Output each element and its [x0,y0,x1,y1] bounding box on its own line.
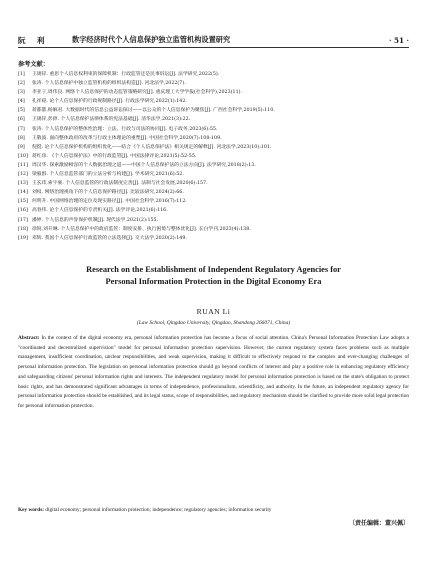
english-keywords [18,506,409,516]
reference-text: 高春伟. 论个人信息保护的专责机关[J]. 法学评论,2021(6):116. [32,208,168,214]
reference-item [18,170,409,179]
reference-item [18,125,409,134]
english-title-line-1: Research on the Establishment of Independent Regulatory Agencies for [86,265,341,274]
reference-item [18,115,409,124]
reference-item [18,88,409,97]
reference-item [18,225,409,234]
reference-item [18,79,409,88]
reference-text: 孔祥稳. 论个人信息保护的行政规制路径[J]. 行政法学研究,2022(1):142. [32,99,187,105]
reference-item [18,188,409,197]
responsible-editor: 〔责任编辑：董兴佩〕 [348,520,409,527]
reference-number: [4] [18,99,25,105]
reference-number: [9] [18,144,25,150]
reference-text: 王锡锌,彭錞. 个人信息保护法律体系的宪法基础[J]. 清华法学,2021(3):22. [32,117,191,123]
reference-number: [2] [18,81,25,87]
reference-text: 刘权. 网络治理视角下的个人信息保护路径[J]. 比较法研究,2024(2):66. [32,190,184,196]
reference-number: [8] [18,135,25,141]
header-author: 阮 利 [18,35,47,45]
header-running-title: 数字经济时代个人信息保护独立监管机构设置研究 [72,35,231,44]
reference-text: 王敬波. 面向整体政府的改革与行政主体理论的重塑[J]. 中国社会科学,2020(7):108-109. [32,135,222,141]
reference-text: 徐锐,刘开琳. 个人信息保护中的政府监管：制度安排、执行困境与整体优化[J]. 长白学刊,2023(4):138. [32,226,251,232]
references-heading: 参考文献： [18,61,49,68]
reference-text: 张涛. 个人信息保护的整体性治理：立法、行政与司法的协同[J]. 电子政务,2023(6):55. [32,126,218,132]
reference-text: 周汉华. 探索激励相容的个人数据治理之道——中国个人信息保护法的立法方向[J]. 法学研究,2018(2):13. [32,162,256,168]
reference-item [18,234,409,243]
reference-number: [7] [18,126,25,132]
reference-text: 梁毅群. 个人信息监管部门的立法分析与构建[J]. 学术研究,2021(6):52. [32,172,184,178]
reference-number: [5] [18,108,25,114]
reference-number: [19] [18,235,28,241]
reference-item [18,206,409,215]
reference-text: 蒋红珍. 《个人信息保护法》中的行政监管[J]. 中国法律评论,2021(5):52-55. [32,153,197,159]
reference-number: [10] [18,153,28,159]
keywords-label: Key words: [18,507,45,513]
reference-text: 何明升. 中国网络治理的定位及现实路径[J]. 中国社会科学,2016(7):112. [32,199,187,205]
reference-number: [12] [18,172,28,178]
english-abstract [18,334,409,412]
reference-text: 王锡锌. 重思个人信息权利束的保障机制：行政监管还是民事诉讼[J]. 法学研究,2022(5). [32,72,220,77]
reference-number: [1] [18,72,25,77]
reference-item [18,152,409,161]
reference-number: [18] [18,226,28,232]
reference-text: 潘婷. 个人信息的声誉保护机制[J]. 现代法学,2021(2):155. [32,217,159,223]
reference-item [18,161,409,170]
abstract-label: Abstract: [18,335,40,341]
running-header [18,33,409,48]
reference-number: [6] [18,117,25,123]
page-number: · 51 · [388,35,409,45]
reference-number: [16] [18,208,28,214]
reference-number: [11] [18,162,28,168]
reference-item [18,106,409,115]
english-affiliation: (Law School, Qingdao University, Qingdao, Shandong 266071, China) [136,320,291,326]
reference-number: [17] [18,217,28,223]
reference-text: 倪挺. 论个人信息保护机构的组织优化——结合《个人信息保护法》相关规定的解释[J]. 河北法学,2023(10):101. [32,144,272,150]
english-title-line-2: Personal Information Protection in the Digital Economy Era [105,277,322,286]
reference-item [18,179,409,188]
reference-item [18,97,409,106]
english-author: RUAN Li [196,307,231,316]
reference-text: 张涛. 个人信息保护中独立监管机构的组织法构造[J]. 河北法学,2022(7). [32,81,186,87]
reference-item [18,216,409,225]
english-title [18,264,409,288]
reference-number: [13] [18,181,28,187]
keywords-text: digital economy; personal information protection; independence; regulatory agencies; information security [45,507,272,513]
reference-text: 邓辉. 我国个人信息保护行政监管的立法选择[J]. 交大法学,2020(2):149. [32,235,187,241]
reference-item [18,134,409,143]
reference-text: 李亚子,周伟良. 网络个人信息保护的动态监管策略研究[J]. 重庆理工大学学报(社会科学),2023(11). [32,90,243,96]
references-list [18,70,409,243]
reference-item [18,70,409,79]
reference-number: [3] [18,90,25,96]
reference-item [18,143,409,152]
abstract-text: In the context of the digital economy era, personal information protection has become a focus of social attention. China's Personal Information Protection Law adopts a "coordinated and decentralized supervision" model for personal information protection supervision. However, the current regulatory system faces problems such as multiple management, insufficient coordination, unclear responsibilities, and weak supervision, making it difficult to effectively respond to the complex and ever-changing challenges of personal information protection. The legislation on personal information protection should go beyond conflicts of interest and play a positive role in enhancing regulatory efficiency and safeguarding citizens' personal information rights and interests. The independent regulatory model for personal information protection is based on the state's obligation to protect basic rights, and has demonstrated significant advantages in terms of independence, professionalism, scientificity, and authority. In the future, an independent regulatory agency for personal information protection should be established, and its legal status, scope of responsibilities, and regulatory mechanism should be clarified to provide more solid legal protection for personal information protection. [18,335,409,409]
reference-number: [15] [18,199,28,205]
reference-text: 王玄玮,索宇豪. 个人信息监管的行政法制度完善[J]. 法制与社会发展,2020(6):157. [32,181,208,187]
reference-text: 蒋都都,杨解君. 大数据时代的信息公益诉讼探讨——以公众的个人信息保护为聚焦[J]. 广西社会科学,2019(5):110. [32,108,275,114]
reference-item [18,197,409,206]
reference-number: [14] [18,190,28,196]
